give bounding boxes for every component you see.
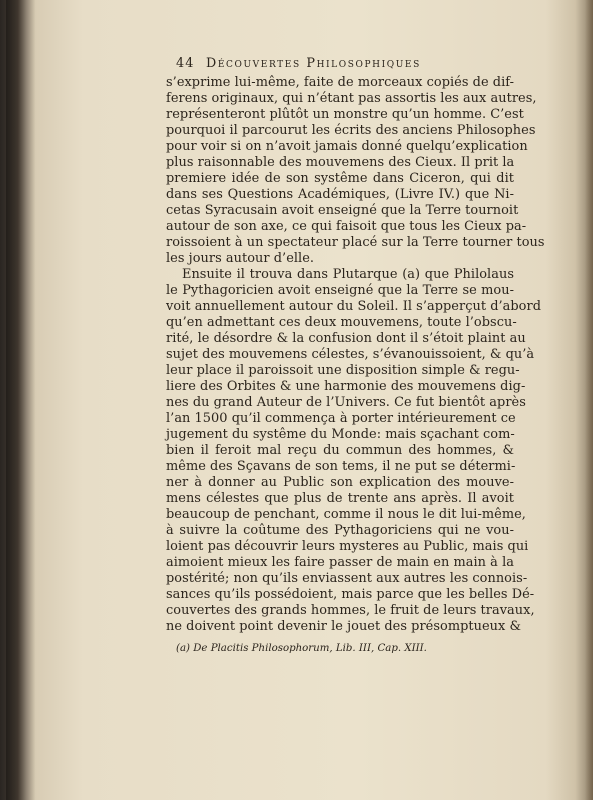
text-line: s’exprime lui-même, faite de morceaux copiés de dif- — [166, 75, 515, 90]
text-line: même des Sçavans de son tems, il ne put se détermi- — [166, 459, 516, 474]
text-line: loient pas découvrir leurs mysteres au Public, mais qui — [166, 539, 529, 554]
text-line: qu’en admettant ces deux mouvemens, toute l’obscu- — [166, 315, 517, 330]
text-line: premiere idée de son systême dans Ciceron, qui dit — [166, 171, 514, 186]
text-line: jugement du systême du Monde: mais sçachant com- — [166, 427, 515, 442]
text-line: leur place il paroissoit une disposition simple & regu- — [166, 363, 520, 378]
running-header — [176, 56, 514, 75]
page-number: 44 — [176, 56, 195, 71]
footnote: (a) De Placitis Philosophorum, Lib. III, Cap. XIII. — [176, 643, 427, 654]
gutter-shadow — [6, 0, 26, 800]
text-line: rité, le désordre & la confusion dont il s’étoit plaint au — [166, 331, 526, 346]
text-line: aimoient mieux les faire passer de main en main à la — [166, 555, 514, 570]
text-line: à suivre la coûtume des Pythagoriciens qui ne vou- — [166, 523, 514, 538]
text-line: pourquoi il parcourut les écrits des anciens Philosophes — [166, 123, 536, 138]
text-line: postérité; non qu’ils enviassent aux autres les connois- — [166, 571, 528, 586]
text-line: nes du grand Auteur de l’Univers. Ce fut bientôt après — [166, 395, 526, 410]
text-line: cetas Syracusain avoit enseigné que la Terre tournoit — [166, 203, 519, 218]
text-line: sances qu’ils possédoient, mais parce que les belles Dé- — [166, 587, 535, 602]
text-line: voit annuellement autour du Soleil. Il s’apperçut d’abord — [166, 299, 542, 314]
text-line: les jours autour d’elle. — [166, 251, 315, 266]
text-line: roissoient à un spectateur placé sur la Terre tourner tous — [166, 235, 545, 250]
text-block — [166, 56, 545, 654]
page-edge — [585, 0, 593, 800]
text-line: sujet des mouvemens célestes, s’évanouissoient, & qu’à — [166, 347, 535, 362]
text-line: liere des Orbites & une harmonie des mouvemens dig- — [166, 379, 526, 394]
text-line: beaucoup de penchant, comme il nous le dit lui-même, — [166, 507, 526, 522]
text-line: bien il feroit mal reçu du commun des hommes, & — [166, 443, 514, 458]
text-line: l’an 1500 qu’il commença à porter intérieurement ce — [166, 411, 516, 426]
text-line: couvertes des grands hommes, le fruit de leurs travaux, — [166, 603, 535, 618]
text-line: dans ses Questions Académiques, (Livre IV.) que Ni- — [166, 187, 514, 202]
text-line: autour de son axe, ce qui faisoit que tous les Cieux pa- — [166, 219, 527, 234]
text-line: le Pythagoricien avoit enseigné que la Terre se mou- — [166, 283, 514, 298]
running-title: Découvertes Philosophiques — [206, 56, 421, 71]
body-text — [166, 75, 545, 635]
text-line: Ensuite il trouva dans Plutarque (a) que Philolaus — [182, 267, 514, 282]
text-line: représenteront plûtôt un monstre qu’un homme. C’est — [166, 107, 524, 122]
text-line: ne doivent point devenir le jouet des présomptueux & — [166, 619, 522, 634]
text-line: ferens originaux, qui n’étant pas assortis les aux autres, — [166, 91, 537, 106]
text-line: ner à donner au Public son explication des mouve- — [166, 475, 514, 490]
text-line: pour voir si on n’avoit jamais donné quelqu’explication — [166, 139, 528, 154]
text-line: plus raisonnable des mouvemens des Cieux. Il prit la — [166, 155, 515, 170]
text-line: mens célestes que plus de trente ans après. Il avoit — [166, 491, 514, 506]
